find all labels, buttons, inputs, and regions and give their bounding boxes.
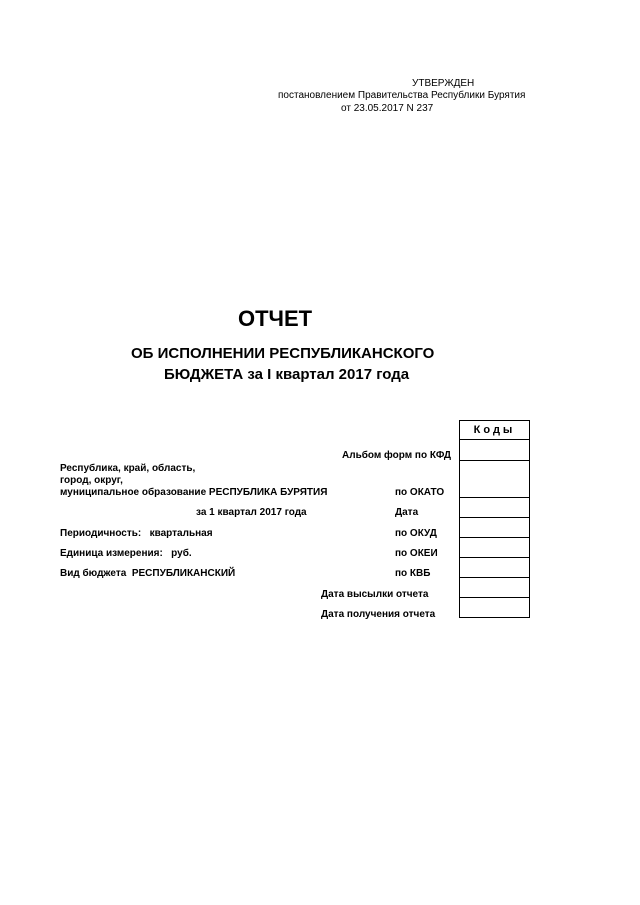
code-cell-kvb[interactable] xyxy=(460,558,530,578)
album-label: Альбом форм по КФД xyxy=(342,450,451,461)
region-label: муниципальное образование xyxy=(60,487,207,498)
approval-decree: постановлением Правительства Республики Бурятия xyxy=(278,90,526,101)
date-label: Дата xyxy=(395,507,419,518)
okud-label: по ОКУД xyxy=(395,528,437,539)
receive-date-label: Дата получения отчета xyxy=(321,609,436,620)
approval-date: от 23.05.2017 N 237 xyxy=(341,103,434,114)
okato-label: по ОКАТО xyxy=(395,487,445,498)
approval-title: УТВЕРЖДЕН xyxy=(412,78,475,89)
periodicity-value: квартальная xyxy=(149,528,213,539)
code-cell-okei[interactable] xyxy=(460,538,530,558)
codes-header: Коды xyxy=(460,421,530,440)
period-text: за 1 квартал 2017 года xyxy=(196,507,307,518)
region-line1: Республика, край, область, xyxy=(60,463,196,474)
region-value: РЕСПУБЛИКА БУРЯТИЯ xyxy=(208,487,328,498)
unit-row xyxy=(60,548,192,559)
code-cell-send-date[interactable] xyxy=(460,578,530,598)
codes-table xyxy=(459,420,530,618)
region-line2: город, округ, xyxy=(60,475,123,486)
budget-row xyxy=(60,568,235,579)
kvb-label: по КВБ xyxy=(395,568,431,579)
send-date-label: Дата высылки отчета xyxy=(321,589,429,600)
unit-label: Единица измерения: xyxy=(60,548,163,559)
budget-label: Вид бюджета xyxy=(60,568,127,579)
code-cell-kfd[interactable] xyxy=(460,440,530,461)
report-subtitle-line1: ОБ ИСПОЛНЕНИИ РЕСПУБЛИКАНСКОГО xyxy=(131,345,435,362)
code-cell-okud[interactable] xyxy=(460,518,530,538)
budget-value: РЕСПУБЛИКАНСКИЙ xyxy=(131,568,236,579)
code-cell-date[interactable] xyxy=(460,498,530,518)
unit-value: руб. xyxy=(171,548,192,559)
okei-label: по ОКЕИ xyxy=(395,548,438,559)
code-cell-okato[interactable] xyxy=(460,461,530,498)
code-cell-receive-date[interactable] xyxy=(460,598,530,618)
periodicity-label: Периодичность: xyxy=(60,528,142,539)
periodicity-row xyxy=(60,528,213,539)
report-title: ОТЧЕТ xyxy=(238,306,313,331)
region-line3 xyxy=(60,487,327,498)
report-subtitle-line2: БЮДЖЕТА за I квартал 2017 года xyxy=(164,366,410,383)
